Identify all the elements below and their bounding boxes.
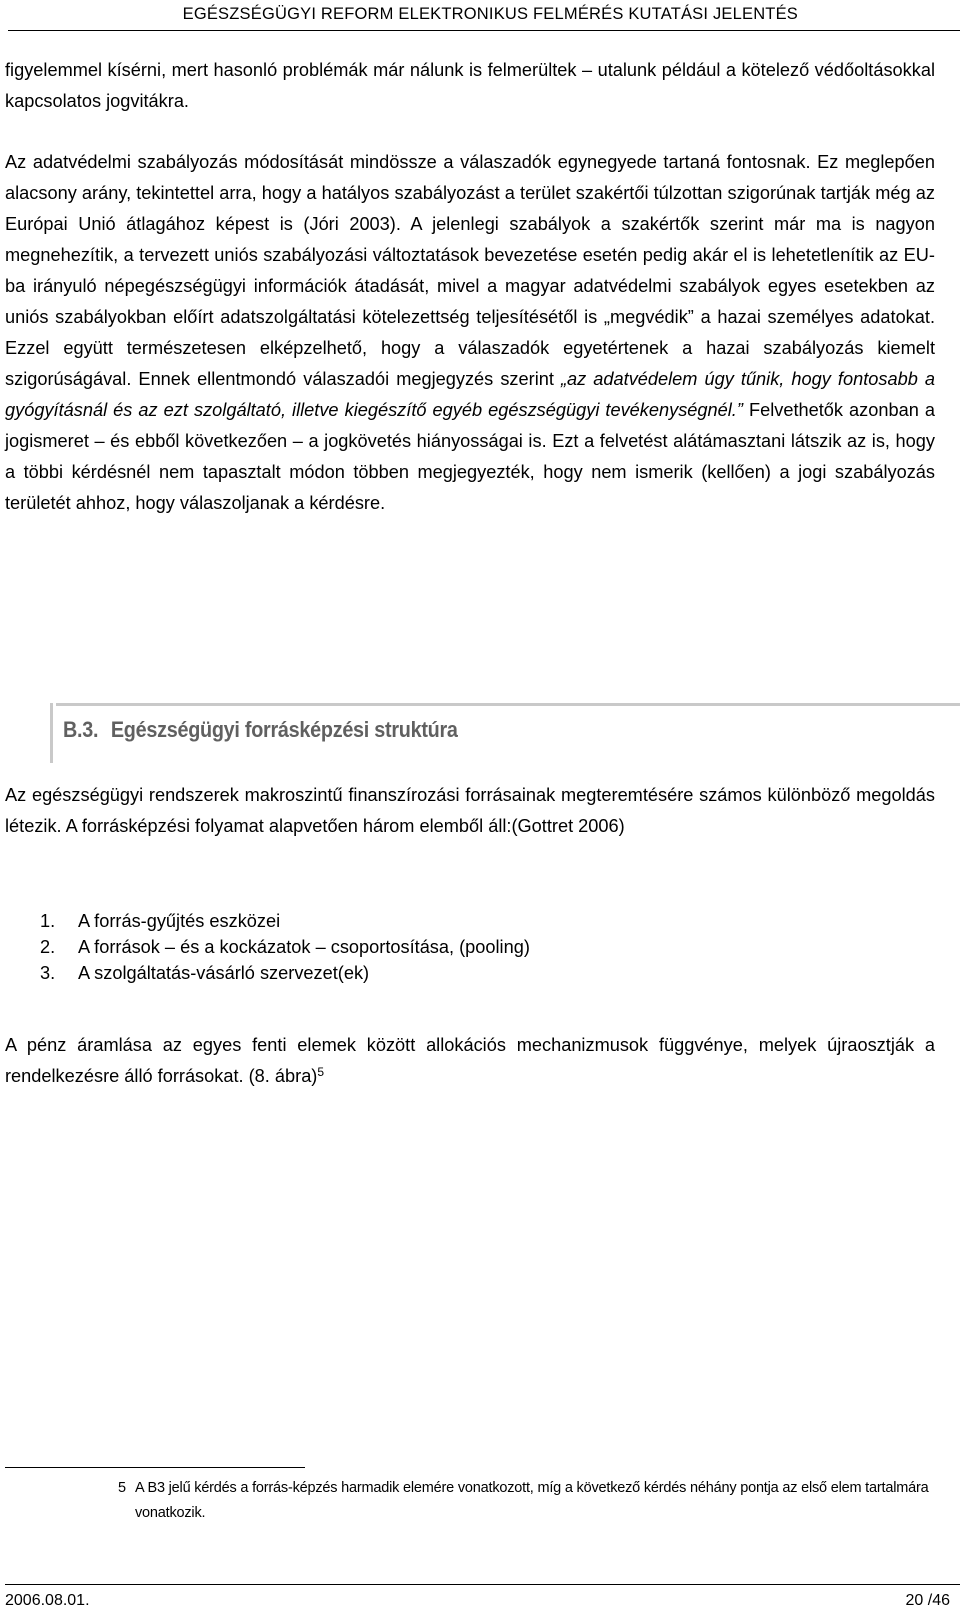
footnote	[118, 1476, 948, 1526]
list-item-number: 1.	[40, 911, 56, 931]
list-item	[40, 908, 530, 934]
header-title: EGÉSZSÉGÜGYI REFORM ELEKTRONIKUS FELMÉRÉS KUTATÁSI JELENTÉS	[182, 5, 798, 23]
paragraph-2-text-a: Az adatvédelmi szabályozás módosítását mindössze a válaszadók egynegyede tartaná fontosnak. Ez meglepően alacsony arány, tekintettel arra, hogy a hatályos szabályozást a terület szakértői túlzottan szigorúnak tartják még az Európai Unió átlagához képest is (Jóri 2003). A jelenlegi szabályok a szakértők szerint már ma is nagyon megnehezítik, a tervezett uniós szabályozási változtatások bevezetése esetén pedig akár el is lehetetlenítik az EU-ba irányuló népegészségügyi információk átadását, mivel a magyar adatvédelmi szabályok egyes esetekben az uniós szabályokban előírt adatszolgáltatási kötelezettség teljesítésétől is „megvédik” a hazai személyes adatokat. Ezzel együtt természetesen elképzelhető, hogy a válaszadók egyetértenek a hazai szabályozás kiemelt szigorúságával. Ennek ellentmondó válaszadói megjegyzés szerint	[5, 152, 935, 389]
section-heading	[50, 703, 960, 763]
heading-left-border	[50, 703, 53, 763]
footer-date: 2006.08.01.	[5, 1592, 90, 1609]
paragraph-2	[5, 147, 935, 519]
section-number: B.3.	[63, 717, 99, 742]
paragraph-2-text-b: Felvethetők azonban a jogismeret – és ebből következően – a jogkövetés hiányosságai is. Ezt a felvetést alátámasztani látszik az is, hogy a többi kérdésnél nem tapasztalt módon többen megjegyezték, hogy nem ismerik (kellően) a jogi szabályozás területét ahhoz, hogy válaszoljanak a kérdésre.	[5, 400, 935, 513]
paragraph-3: Az egészségügyi rendszerek makroszintű finanszírozási forrásainak megteremtésére számos különböző megoldás létezik. A forrásképzési folyamat alapvetően három elemből áll:(Gottret 2006)	[5, 785, 935, 836]
footnote-reference: 5	[317, 1065, 325, 1079]
page-footer	[5, 1584, 960, 1610]
footnote-text: A B3 jelű kérdés a forrás-képzés harmadik elemére vonatkozott, míg a következő kérdés néhány pontja az első elem tartalmára vonatkozik.	[135, 1480, 929, 1521]
heading-top-border	[56, 703, 960, 706]
paragraph-2-quote: „az adatvédelem úgy tűnik, hogy fontosabb a gyógyításnál és az ezt szolgáltató, illetve kiegészítő egyéb egészségügyi tevékenységnél.”	[5, 369, 935, 420]
paragraph-4	[5, 1030, 935, 1092]
page-number: 20 /46	[905, 1592, 950, 1609]
sources-list	[40, 908, 530, 986]
list-item-number: 2.	[40, 937, 56, 957]
list-item-number: 3.	[40, 963, 56, 983]
list-item	[40, 934, 530, 960]
list-item-text: A források – és a kockázatok – csoportosítása, (pooling)	[78, 937, 530, 957]
footnote-mark: 5	[118, 1480, 127, 1496]
section-title	[63, 717, 458, 743]
list-item	[40, 960, 530, 986]
section-title-text: Egészségügyi forrásképzési struktúra	[110, 717, 458, 742]
footnote-separator	[5, 1467, 305, 1468]
list-item-text: A forrás-gyűjtés eszközei	[78, 911, 281, 931]
paragraph-4-text: A pénz áramlása az egyes fenti elemek között allokációs mechanizmusok függvénye, melyek újraosztják a rendelkezésre álló forrásokat. (8. ábra)	[5, 1035, 935, 1086]
paragraph-1: figyelemmel kísérni, mert hasonló problémák már nálunk is felmerültek – utalunk például a kötelező védőoltásokkal kapcsolatos jogvitákra.	[5, 60, 935, 111]
page-header	[8, 0, 960, 31]
list-item-text: A szolgáltatás-vásárló szervezet(ek)	[78, 963, 370, 983]
